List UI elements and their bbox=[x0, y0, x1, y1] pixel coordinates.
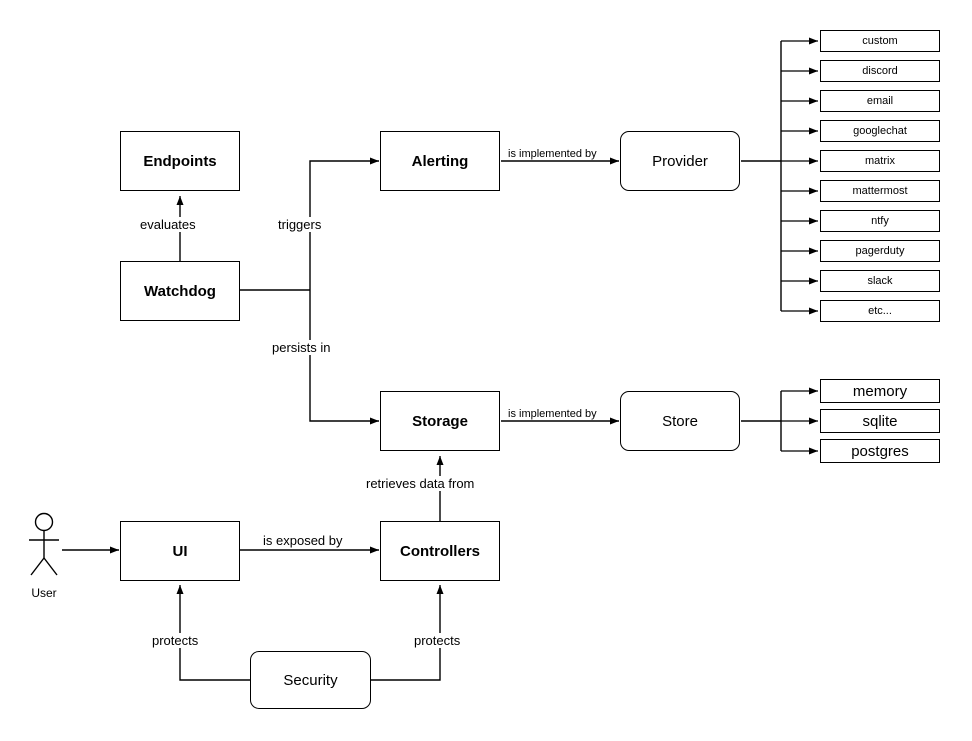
provider-item-mattermost[interactable] bbox=[820, 180, 940, 202]
provider-item-custom[interactable] bbox=[820, 30, 940, 52]
provider-item-label: custom bbox=[862, 35, 898, 47]
store-item-postgres[interactable] bbox=[820, 439, 940, 463]
node-alerting[interactable] bbox=[380, 131, 500, 191]
node-provider[interactable] bbox=[620, 131, 740, 191]
provider-item-discord[interactable] bbox=[820, 60, 940, 82]
provider-item-slack[interactable] bbox=[820, 270, 940, 292]
user-actor-icon bbox=[22, 512, 66, 584]
edge-label-storage-store: is implemented by bbox=[508, 408, 597, 420]
node-controllers-label: Controllers bbox=[399, 542, 480, 560]
provider-item-label: pagerduty bbox=[855, 245, 905, 257]
provider-item-pagerduty[interactable] bbox=[820, 240, 940, 262]
provider-item-label: slack bbox=[867, 275, 893, 287]
node-ui[interactable] bbox=[120, 521, 240, 581]
provider-item-label: etc... bbox=[868, 305, 892, 317]
provider-item-ntfy[interactable] bbox=[820, 210, 940, 232]
provider-item-label: email bbox=[866, 95, 894, 107]
edge-label-protects-ui: protects bbox=[152, 633, 199, 648]
provider-item-label: matrix bbox=[865, 155, 895, 167]
node-provider-label: Provider bbox=[652, 152, 708, 170]
store-item-sqlite[interactable] bbox=[820, 409, 940, 433]
provider-item-googlechat[interactable] bbox=[820, 120, 940, 142]
edge-label-is-exposed-by: is exposed by bbox=[263, 533, 343, 548]
provider-item-label: googlechat bbox=[853, 125, 907, 137]
node-storage-label: Storage bbox=[412, 412, 468, 430]
node-storage[interactable] bbox=[380, 391, 500, 451]
node-store-label: Store bbox=[662, 412, 698, 430]
edge-label-evaluates: evaluates bbox=[140, 217, 196, 232]
node-security-label: Security bbox=[283, 671, 338, 689]
provider-item-etc[interactable] bbox=[820, 300, 940, 322]
store-item-label: sqlite bbox=[862, 412, 898, 430]
node-controllers[interactable] bbox=[380, 521, 500, 581]
provider-item-matrix[interactable] bbox=[820, 150, 940, 172]
provider-item-label: ntfy bbox=[871, 215, 889, 227]
store-item-label: memory bbox=[852, 382, 908, 400]
edge-label-triggers: triggers bbox=[278, 217, 322, 232]
node-store[interactable] bbox=[620, 391, 740, 451]
node-watchdog[interactable] bbox=[120, 261, 240, 321]
provider-item-label: discord bbox=[862, 65, 898, 77]
edge-label-retrieves-data-from: retrieves data from bbox=[366, 476, 475, 491]
edge-label-alerting-provider: is implemented by bbox=[508, 148, 597, 160]
store-item-memory[interactable] bbox=[820, 379, 940, 403]
user-actor-label: User bbox=[31, 586, 57, 600]
store-item-label: postgres bbox=[851, 442, 909, 460]
node-endpoints-label: Endpoints bbox=[143, 152, 217, 170]
edge-label-protects-controllers: protects bbox=[414, 633, 461, 648]
provider-item-email[interactable] bbox=[820, 90, 940, 112]
node-watchdog-label: Watchdog bbox=[144, 282, 216, 300]
node-alerting-label: Alerting bbox=[411, 152, 469, 170]
node-ui-label: UI bbox=[172, 542, 188, 560]
provider-item-label: mattermost bbox=[852, 185, 908, 197]
node-endpoints[interactable] bbox=[120, 131, 240, 191]
node-security[interactable] bbox=[250, 651, 371, 709]
edge-label-persists-in: persists in bbox=[272, 340, 331, 355]
